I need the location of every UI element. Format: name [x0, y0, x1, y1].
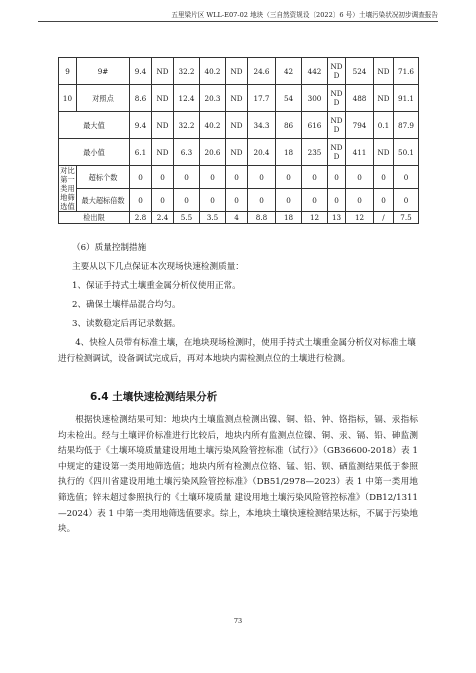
- table-cell: /: [374, 212, 394, 224]
- table-cell: 0: [226, 189, 248, 212]
- table-cell: 0: [394, 166, 419, 189]
- section-body: 根据快速检测结果可知：地块内土壤监测点检测出镍、铜、铅、钟、铬指标，镉、汞指标均未检出。经与土壤评价标准进行比较后，地块内所有监测点位镍、铜、汞、镉、铅、砷监测结果均低于《土壤环境质量建设用地土壤污染风险管控标准（试行）》（GB36600-2018）表 1 中规定的建设第一类用地筛选值；地块内所有检测点位铬、锰、铝、钡、硒监测结果低于参照执行的《四川省建设用地土壤污染风险管控标准》（DB51/2978—2023）表 1 中第一类用地筛选值；锌未超过参照执行的《土壤环境质量 建设用地土壤污染风险管控标准》（DB12/1311—2024）表 1 中第一类用地筛选值要求。综上，本地块土壤快速检测结果达标，不属于污染地块。: [58, 415, 418, 535]
- table-cell: ND: [374, 85, 394, 112]
- table-cell: 20.4: [248, 139, 276, 166]
- table-cell: 17.7: [248, 85, 276, 112]
- table-cell: 300: [302, 85, 328, 112]
- table-cell: ND: [152, 112, 174, 139]
- table-cell: 524: [346, 58, 374, 85]
- table-row: [59, 58, 419, 85]
- table-cell: 0: [302, 189, 328, 212]
- row-point: 对照点: [77, 85, 130, 112]
- row-index: 9: [59, 58, 77, 85]
- table-cell: ND: [226, 58, 248, 85]
- table-cell: 12: [346, 212, 374, 224]
- table-cell: NDD: [328, 139, 346, 166]
- table-cell: 18: [276, 212, 302, 224]
- table-cell: 87.9: [394, 112, 419, 139]
- table-cell: 32.2: [174, 58, 200, 85]
- qc-intro: 主要从以下几点保证本次现场快速检测质量：: [72, 262, 244, 272]
- row-label: 最大值: [59, 112, 130, 139]
- table-cell: 0: [174, 166, 200, 189]
- table-row: [59, 189, 419, 212]
- compare-group-label: 对比第一类用地筛选值: [60, 166, 75, 211]
- table-cell: ND: [374, 139, 394, 166]
- row-label: 最小值: [59, 139, 130, 166]
- page-number: 73: [233, 617, 243, 625]
- table-cell: 12: [302, 212, 328, 224]
- table-cell: 411: [346, 139, 374, 166]
- table-cell: NDD: [328, 58, 346, 85]
- table-cell: 0: [346, 166, 374, 189]
- table-cell: 86: [276, 112, 302, 139]
- table-cell: ND: [152, 58, 174, 85]
- table-cell: 616: [302, 112, 328, 139]
- table-cell: 0: [174, 189, 200, 212]
- table-cell: 42: [276, 58, 302, 85]
- table-cell: 4: [226, 212, 248, 224]
- table-row: [59, 166, 419, 189]
- table-cell: 91.1: [394, 85, 419, 112]
- table-cell: 13: [328, 212, 346, 224]
- table-row: [59, 85, 419, 112]
- table-cell: 0: [248, 189, 276, 212]
- table-cell: 0: [152, 166, 174, 189]
- table-cell: 0: [328, 166, 346, 189]
- table-row: [59, 212, 419, 224]
- table-cell: 0: [346, 189, 374, 212]
- table-cell: 12.4: [174, 85, 200, 112]
- table-cell: 2.8: [130, 212, 152, 224]
- qc-title: （6）质量控制措施: [72, 243, 147, 253]
- table-cell: 0: [130, 166, 152, 189]
- section-heading: 6.4 土壤快速检测结果分析: [90, 391, 218, 403]
- table-cell: 3.5: [200, 212, 226, 224]
- table-cell: ND: [226, 112, 248, 139]
- table-cell: 0: [248, 166, 276, 189]
- qc-item-2: 2、确保土壤样品混合均匀。: [72, 300, 181, 310]
- table-cell: 50.1: [394, 139, 419, 166]
- table-cell: 20.3: [200, 85, 226, 112]
- table-cell: 20.6: [200, 139, 226, 166]
- table-row: [59, 139, 419, 166]
- table-cell: 8.8: [248, 212, 276, 224]
- table-cell: 0: [226, 166, 248, 189]
- table-cell: NDD: [328, 85, 346, 112]
- table-cell: 0: [374, 166, 394, 189]
- table-cell: 5.5: [174, 212, 200, 224]
- table-cell: 24.6: [248, 58, 276, 85]
- table-cell: 488: [346, 85, 374, 112]
- table-cell: 0: [152, 189, 174, 212]
- table-cell: 0: [200, 189, 226, 212]
- table-cell: 34.3: [248, 112, 276, 139]
- table-cell: 0: [200, 166, 226, 189]
- row-index: 10: [59, 85, 77, 112]
- table-cell: 9.4: [130, 112, 152, 139]
- table-cell: 235: [302, 139, 328, 166]
- table-cell: ND: [226, 139, 248, 166]
- exceed-count-label: 超标个数: [77, 166, 130, 189]
- table-cell: 0.1: [374, 112, 394, 139]
- table-cell: 0: [374, 189, 394, 212]
- table-cell: 32.2: [174, 112, 200, 139]
- table-cell: 0: [328, 189, 346, 212]
- table-cell: 6.1: [130, 139, 152, 166]
- table-cell: 7.5: [394, 212, 419, 224]
- table-cell: ND: [374, 58, 394, 85]
- exceed-multiple-label: 最大超标倍数: [77, 189, 130, 212]
- table-cell: 40.2: [200, 58, 226, 85]
- table-cell: 0: [302, 166, 328, 189]
- table-cell: NDD: [328, 112, 346, 139]
- table-cell: 8.6: [130, 85, 152, 112]
- table-cell: 0: [394, 189, 419, 212]
- table-cell: 0: [276, 166, 302, 189]
- table-cell: 442: [302, 58, 328, 85]
- table-row: [59, 112, 419, 139]
- detection-limit-label: 检出限: [59, 212, 130, 224]
- table-cell: 71.6: [394, 58, 419, 85]
- table-cell: ND: [226, 85, 248, 112]
- table-cell: 0: [130, 189, 152, 212]
- qc-item-3: 3、读数稳定后再记录数据。: [72, 319, 181, 329]
- table-cell: 794: [346, 112, 374, 139]
- table-cell: ND: [152, 139, 174, 166]
- table-cell: 0: [276, 189, 302, 212]
- qc-item-1: 1、保证手持式土壤重金属分析仪使用正常。: [72, 281, 241, 291]
- table-cell: 2.4: [152, 212, 174, 224]
- page-header: 五里梁片区 WLL-E07-02 地块（三自然资规设〔2022〕6 号）土壤污染状况初步调查报告: [171, 11, 438, 19]
- qc-item-4: 4、快检人员带有标准土壤，在地块现场检测时，使用手持式土壤重金属分析仪对标准土壤进行检测调试，设备调试完成后，再对本地块内需检测点位的土壤进行检测。: [58, 338, 416, 364]
- row-point: 9#: [77, 58, 130, 85]
- table-cell: 54: [276, 85, 302, 112]
- header-rule: [38, 21, 438, 22]
- results-table: [58, 57, 419, 224]
- table-cell: ND: [152, 85, 174, 112]
- table-cell: 9.4: [130, 58, 152, 85]
- table-cell: 6.3: [174, 139, 200, 166]
- table-cell: 40.2: [200, 112, 226, 139]
- table-cell: 18: [276, 139, 302, 166]
